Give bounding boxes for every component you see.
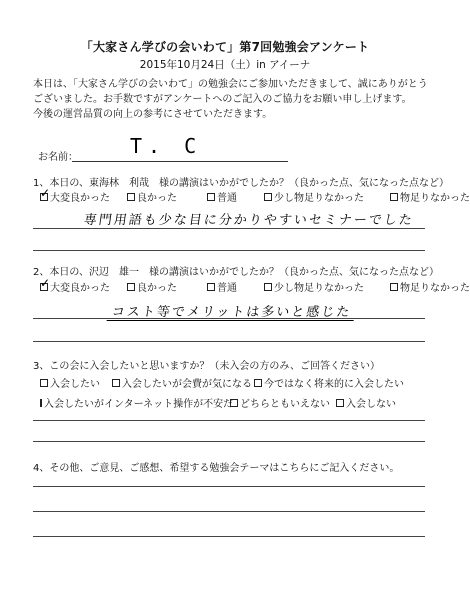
intro-line-3: 今後の運営品質の向上の参考にさせていただきます。 <box>33 109 273 120</box>
q3-option-undecided[interactable] <box>230 395 336 410</box>
q2-option-slightly-lacking[interactable] <box>264 279 390 294</box>
name-field-line <box>72 161 288 162</box>
q1-checkbox-average[interactable] <box>207 193 215 201</box>
q3-option-join-future[interactable] <box>254 375 404 390</box>
q3-question: 3、この会に入会したいと思いますか？（未入会の方のみ、ご回答ください） <box>33 361 380 372</box>
q4-answer-line-3 <box>33 536 425 537</box>
q3-option-label: 入会したいがインターネット操作が不安だ <box>44 399 234 410</box>
q2-option-lacking[interactable] <box>390 279 470 294</box>
q3-options-row-1 <box>40 375 404 390</box>
q1-option-very-good[interactable] <box>40 185 127 204</box>
q2-option-label: 大変良かった <box>50 283 110 294</box>
q1-option-lacking[interactable] <box>390 189 470 204</box>
q2-option-very-good[interactable] <box>40 275 127 294</box>
q2-option-good[interactable] <box>127 279 207 294</box>
q1-option-good[interactable] <box>127 189 207 204</box>
q3-option-label: 今ではなく将来的に入会したい <box>264 379 404 390</box>
q3-options-row-2 <box>40 395 396 410</box>
check-icon: ✓ <box>40 275 51 290</box>
q3-option-not-join[interactable] <box>336 395 396 410</box>
q2-question: 2、本日の、沢辺 雄一 様の講演はいかがでしたか？（良かった点、気になった点など） <box>33 267 439 278</box>
q2-options <box>40 275 470 294</box>
q3-checkbox-join-fee-concern[interactable] <box>112 379 120 387</box>
q3-checkbox-join[interactable] <box>40 379 48 387</box>
q3-answer-line-1 <box>33 420 425 421</box>
q2-checkbox-very-good[interactable] <box>40 275 51 291</box>
survey-title: 「大家さん学びの会いわて」第7回勉強会アンケート <box>80 40 370 54</box>
q1-checkbox-slightly-lacking[interactable] <box>264 193 272 201</box>
check-icon: ✓ <box>40 185 51 200</box>
q1-option-label: 普通 <box>217 193 237 204</box>
q1-answer-line-1 <box>33 228 425 229</box>
q3-answer-line-2 <box>33 441 425 442</box>
q1-handwritten-comment: 専門用語も少な目に分かりやすいセミナーでした <box>82 213 415 228</box>
intro-line-1: 本日は、「大家さん学びの会いわて」の勉強会にご参加いただきまして、誠にありがとう <box>33 79 428 90</box>
q3-checkbox-not-join[interactable] <box>336 399 344 407</box>
survey-date-venue: 2015年10月24日（土）in アイーナ <box>139 59 311 71</box>
q3-checkbox-undecided[interactable] <box>230 399 238 407</box>
q3-option-label: 入会したい <box>50 379 100 390</box>
q2-checkbox-slightly-lacking[interactable] <box>264 283 272 291</box>
q2-option-average[interactable] <box>207 279 264 294</box>
q3-option-label: 入会しない <box>346 399 396 410</box>
q2-option-label: 物足りなかった <box>400 283 470 294</box>
q1-checkbox-very-good[interactable] <box>40 185 51 201</box>
q2-checkbox-lacking[interactable] <box>390 283 398 291</box>
q1-option-label: 物足りなかった <box>400 193 470 204</box>
q3-checkbox-join-future[interactable] <box>254 379 262 387</box>
q4-answer-line-1 <box>33 486 425 487</box>
q1-option-label: 大変良かった <box>50 193 110 204</box>
q2-option-label: 良かった <box>137 283 177 294</box>
q1-option-average[interactable] <box>207 189 264 204</box>
q3-option-label: 入会したいが会費が気になる <box>122 379 252 390</box>
q1-question: 1、本日の、東海林 利哉 様の講演はいかがでしたか？（良かった点、気になった点など） <box>33 178 449 189</box>
q2-checkbox-average[interactable] <box>207 283 215 291</box>
q1-answer-line-2 <box>33 250 425 251</box>
q3-option-join[interactable] <box>40 375 112 390</box>
q1-option-label: 少し物足りなかった <box>274 193 364 204</box>
q4-question: 4、その他、ご意見、ご感想、希望する勉強会テーマはこちらにご記入ください。 <box>33 463 400 474</box>
q2-answer-line-2 <box>33 341 425 342</box>
q3-checkbox-join-internet-concern[interactable] <box>40 399 42 407</box>
name-label: お名前： <box>38 152 78 163</box>
q2-handwritten-comment: コスト等でメリットは多いと感じた <box>107 301 357 321</box>
q1-checkbox-lacking[interactable] <box>390 193 398 201</box>
q1-option-slightly-lacking[interactable] <box>264 189 390 204</box>
q4-answer-line-2 <box>33 511 425 512</box>
name-value: T. C <box>130 134 203 158</box>
q2-option-label: 普通 <box>217 283 237 294</box>
q1-option-label: 良かった <box>137 193 177 204</box>
q2-answer-line-1 <box>33 318 425 319</box>
q3-option-label: どちらともいえない <box>240 399 330 410</box>
intro-line-2: ございました。お手数ですがアンケートへのご記入のご協力をお願い申し上げます。 <box>33 94 412 105</box>
q1-checkbox-good[interactable] <box>127 193 135 201</box>
q2-checkbox-good[interactable] <box>127 283 135 291</box>
q3-option-join-internet-concern[interactable] <box>40 395 234 410</box>
q3-option-join-fee-concern[interactable] <box>112 375 254 390</box>
q2-option-label: 少し物足りなかった <box>274 283 364 294</box>
q1-options <box>40 185 470 204</box>
